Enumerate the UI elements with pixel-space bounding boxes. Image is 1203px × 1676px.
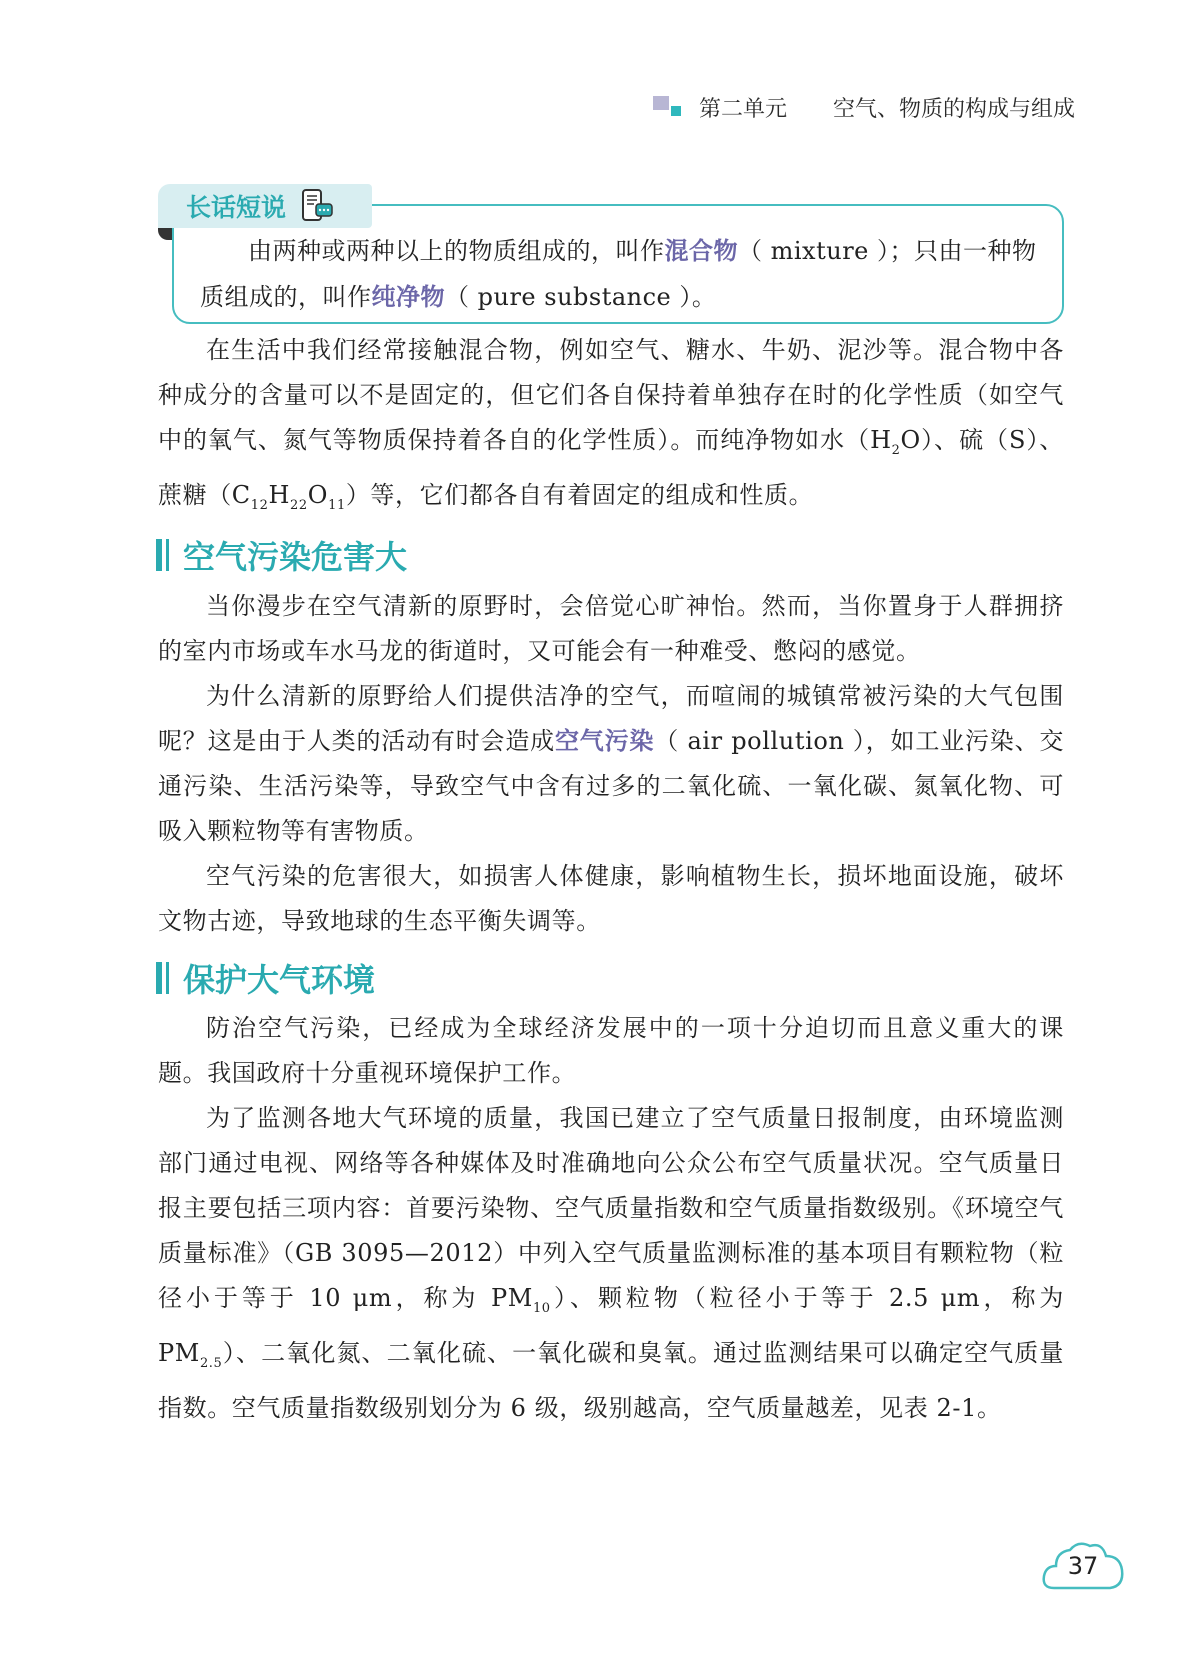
section-bar-icon <box>156 539 169 571</box>
keyword-air-pollution: 空气污染 <box>555 727 655 755</box>
subscript: 11 <box>328 497 346 513</box>
intro-text-h: H <box>268 480 291 509</box>
header-unit: 第二单元 <box>698 97 787 122</box>
section2-body <box>158 1006 1064 1431</box>
section-heading-protect <box>156 955 375 1001</box>
summary-tab <box>158 184 372 228</box>
section-heading-pollution <box>156 532 407 578</box>
running-header <box>653 92 1075 123</box>
header-squares-icon <box>653 96 685 120</box>
phone-chat-icon <box>300 188 334 224</box>
paragraph-text: ）、二氧化氮、二氧化硫、一氧化碳和臭氧。通过监测结果可以确定空气质量指数。空气质量指数级别划分为 6 级，级别越高，空气质量越差，见表 2-1。 <box>158 1338 1064 1422</box>
intro-text-2: O）、硫（S）、蔗糖（C <box>158 426 1064 509</box>
intro-text-1: 在生活中我们经常接触混合物，例如空气、糖水、牛奶、泥沙等。混合物中各种成分的含量可以不是固定的，但它们各自保持着单独存在时的化学性质（如空气中的氧气、氮气等物质保持着各自的化学性质）。而纯净物如水（H <box>158 336 1064 454</box>
subscript: 2 <box>891 442 901 458</box>
section1-body <box>158 584 1064 944</box>
summary-text-2: （ mixture ）；只由一种物质组成的，叫作 <box>200 237 1037 311</box>
paragraph: 当你漫步在空气清新的原野时，会倍觉心旷神怡。然而，当你置身于人群拥挤的室内市场或车水马龙的街道时，又可能会有一种难受、憋闷的感觉。 <box>158 592 1064 665</box>
summary-text-1: 由两种或两种以上的物质组成的，叫作 <box>248 237 665 265</box>
intro-paragraph <box>158 328 1064 528</box>
subscript: 22 <box>290 497 308 513</box>
subscript: 10 <box>532 1300 551 1316</box>
page-number-badge <box>1040 1536 1126 1596</box>
paragraph-text: 为什么清新的原野给人们提供洁净的空气，而喧闹的城镇常被污染的大气包围呢？这是由于人类的活动有时会造成 <box>158 682 1064 755</box>
header-title: 空气、物质的构成与组成 <box>832 97 1075 122</box>
page-number: 37 <box>1067 1552 1099 1580</box>
summary-tab-label: 长话短说 <box>186 193 287 222</box>
tab-flap <box>158 226 172 240</box>
subscript: 2.5 <box>199 1355 223 1371</box>
section-title: 空气污染危害大 <box>183 538 408 576</box>
section-bar-icon <box>156 962 169 994</box>
subscript: 12 <box>250 497 269 513</box>
summary-text-3: （ pure substance ）。 <box>445 283 717 311</box>
intro-text-3: ）等，它们都各自有着固定的组成和性质。 <box>345 480 814 509</box>
paragraph: 防治空气污染，已经成为全球经济发展中的一项十分迫切而且意义重大的课题。我国政府十分重视环境保护工作。 <box>158 1014 1064 1087</box>
paragraph-text: （ air pollution ），如工业污染、交通污染、生活污染等，导致空气中含有过多的二氧化硫、一氧化碳、氮氧化物、可吸入颗粒物等有害物质。 <box>158 727 1064 845</box>
paragraph: 空气污染的危害很大，如损害人体健康，影响植物生长，损坏地面设施，破坏文物古迹，导致地球的生态平衡失调等。 <box>158 862 1064 935</box>
section-title: 保护大气环境 <box>183 961 376 999</box>
keyword-pure-substance: 纯净物 <box>371 283 445 311</box>
keyword-mixture: 混合物 <box>664 237 738 265</box>
paragraph-text: 为了监测各地大气环境的质量，我国已建立了空气质量日报制度，由环境监测部门通过电视、网络等各种媒体及时准确地向公众公布空气质量状况。空气质量日报主要包括三项内容：首要污染物、空气质量指数和空气质量指数级别。《环境空气质量标准》（GB 3095—2012）中列入空气质量监测标准的基本项目有颗粒物（粒径小于等于 10 μm，称为 PM <box>158 1104 1064 1312</box>
summary-text <box>200 228 1040 320</box>
paragraph-text: ）、颗粒物（粒径小于等于 2.5 μm，称为 PM <box>158 1284 1064 1367</box>
intro-text-o: O <box>307 480 329 509</box>
